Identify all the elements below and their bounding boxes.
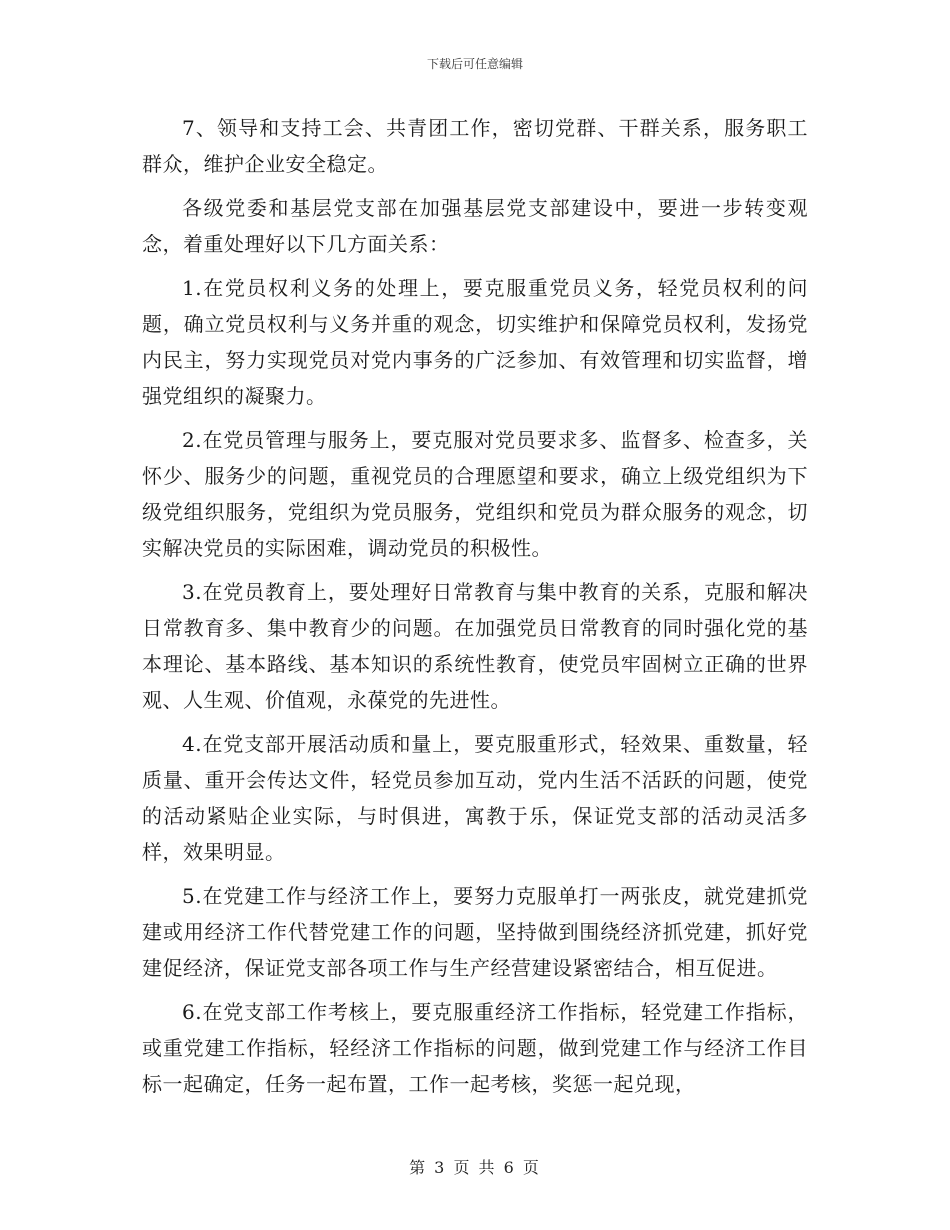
- paragraph-7-union-support: 7、领导和支持工会、共青团工作，密切党群、干群关系，服务职工群众，维护企业安全稳定。: [142, 116, 808, 176]
- paragraph-4-activities: 4.在党支部开展活动质和量上，要克服重形式，轻效果、重数量，轻质量、重开会传达文件，轻党员参加互动，党内生活不活跃的问题，使党的活动紧贴企业实际，与时俱进，寓教于乐，保证党支部的活动灵活多样，效果明显。: [142, 732, 808, 864]
- paragraph-5-economy: 5.在党建工作与经济工作上，要努力克服单打一两张皮，就党建抓党建或用经济工作代替党建工作的问题，坚持做到围绕经济抓党建，抓好党建促经济，保证党支部各项工作与生产经营建设紧密结合，相互促进。: [142, 884, 808, 980]
- paragraph-2-management-service: 2.在党员管理与服务上，要克服对党员要求多、监督多、检查多，关怀少、服务少的问题，重视党员的合理愿望和要求，确立上级党组织为下级党组织服务，党组织为党员服务，党组织和党员为群众服务的观念，切实解决党员的实际困难，调动党员的积极性。: [142, 428, 808, 560]
- header-note: 下载后可任意编辑: [426, 57, 523, 71]
- paragraph-intro-relations: 各级党委和基层党支部在加强基层党支部建设中，要进一步转变观念，着重处理好以下几方面关系：: [142, 196, 808, 256]
- paragraph-3-education: 3.在党员教育上，要处理好日常教育与集中教育的关系，克服和解决日常教育多、集中教育少的问题。在加强党员日常教育的同时强化党的基本理论、基本路线、基本知识的系统性教育，使党员牢固树立正确的世界观、人生观、价值观，永葆党的先进性。: [142, 580, 808, 712]
- paragraph-6-assessment: 6.在党支部工作考核上，要克服重经济工作指标，轻党建工作指标，或重党建工作指标，轻经济工作指标的问题，做到党建工作与经济工作目标一起确定，任务一起布置，工作一起考核，奖惩一起兑现，: [142, 1000, 808, 1096]
- paragraph-1-rights-duties: 1.在党员权利义务的处理上，要克服重党员义务，轻党员权利的问题，确立党员权利与义务并重的观念，切实维护和保障党员权利，发扬党内民主，努力实现党员对党内事务的广泛参加、有效管理和切实监督，增强党组织的凝聚力。: [142, 276, 808, 408]
- body-text: [142, 110, 808, 1110]
- page-number-footer: 第 3 页 共 6 页: [409, 1158, 541, 1177]
